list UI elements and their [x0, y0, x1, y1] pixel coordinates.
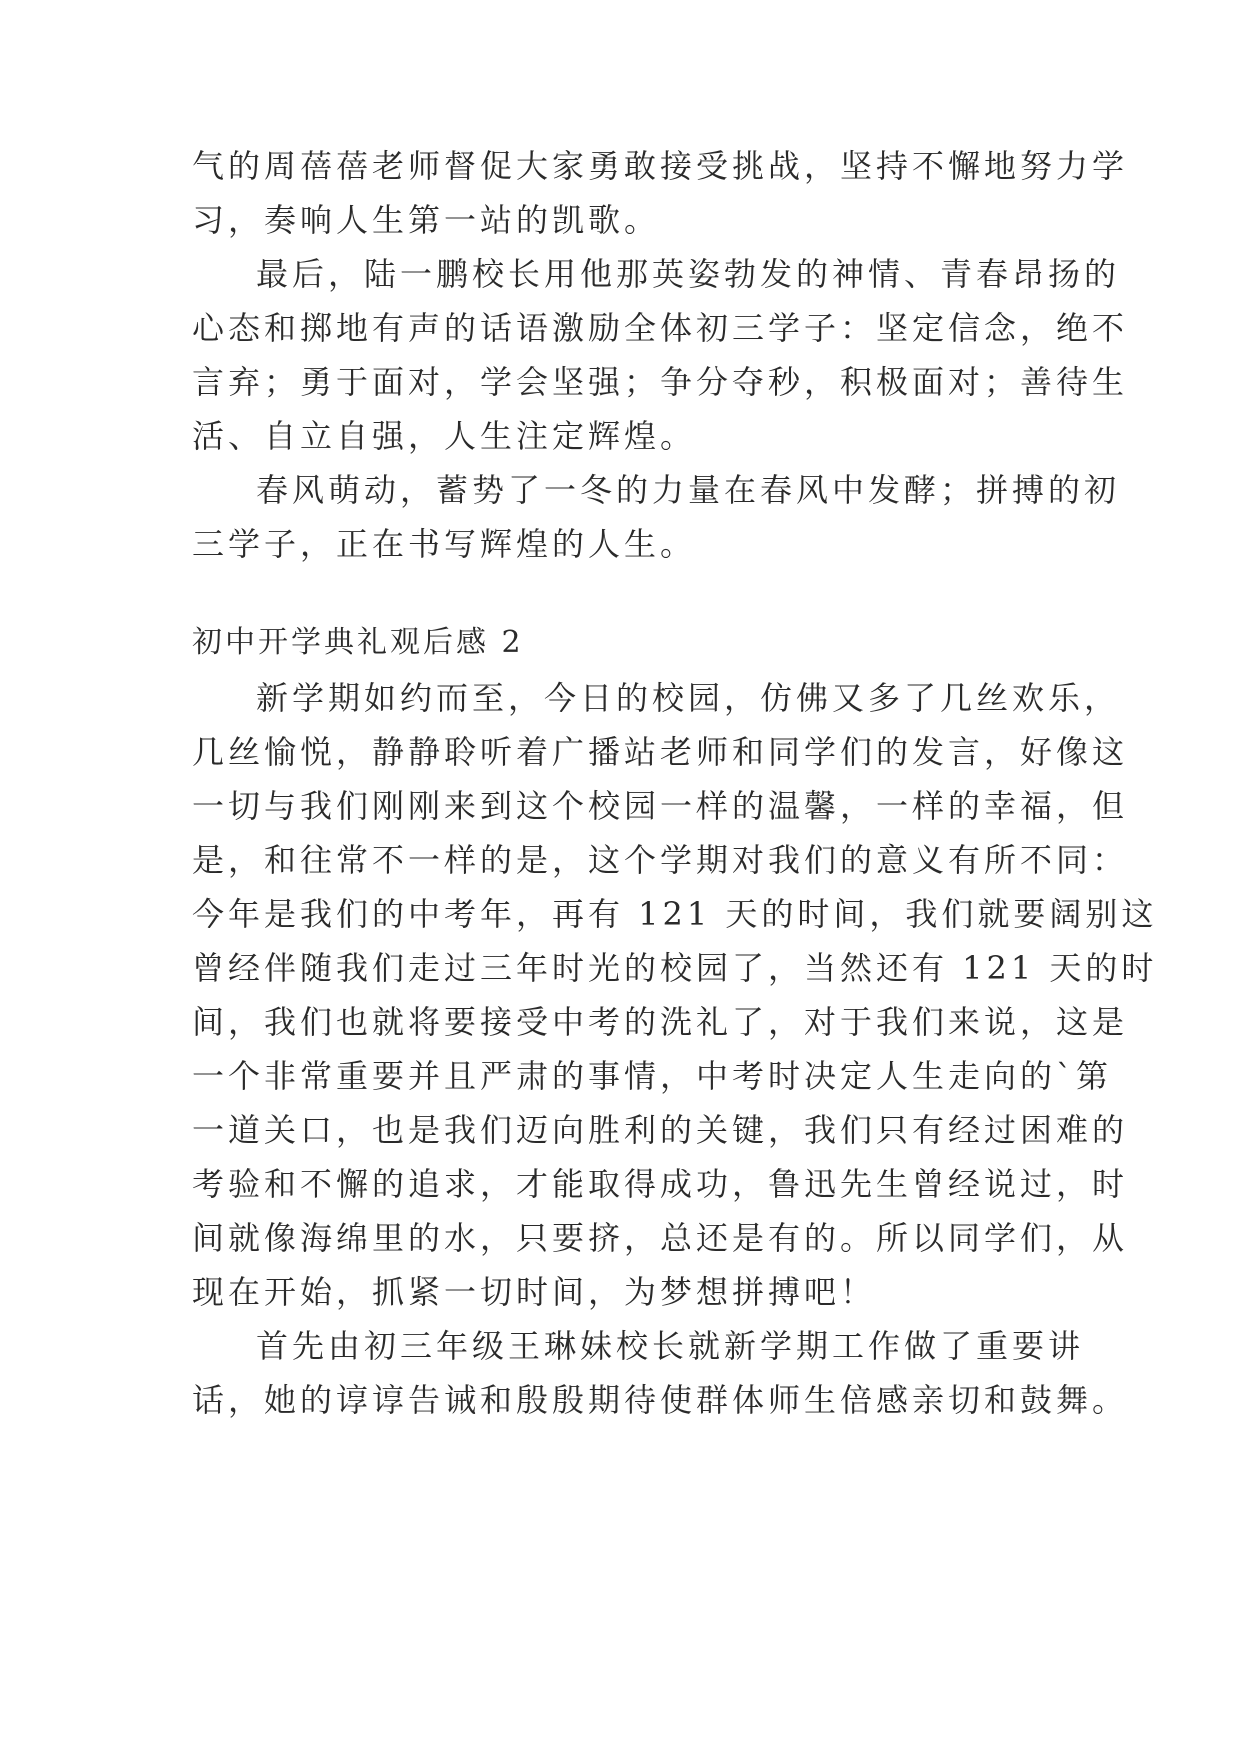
paragraph-line: 一个非常重要并且严肃的事情，中考时决定人生走向的`第 [192, 1057, 1113, 1095]
paragraph-line: 今年是我们的中考年，再有 121 天的时间，我们就要阔别这 [192, 895, 1158, 933]
paragraph-line: 气的周蓓蓓老师督促大家勇敢接受挑战，坚持不懈地努力学 [192, 147, 1129, 185]
paragraph-line: 最后，陆一鹏校长用他那英姿勃发的神情、青春昂扬的 [256, 255, 1121, 293]
paragraph-line: 新学期如约而至，今日的校园，仿佛又多了几丝欢乐， [256, 679, 1121, 717]
paragraph-line: 曾经伴随我们走过三年时光的校园了，当然还有 121 天的时 [192, 949, 1158, 987]
paragraph-line: 一道关口，也是我们迈向胜利的关键，我们只有经过困难的 [192, 1111, 1129, 1149]
paragraph-line: 间，我们也就将要接受中考的洗礼了，对于我们来说，这是 [192, 1003, 1129, 1041]
paragraph-line: 首先由初三年级王琳妹校长就新学期工作做了重要讲 [256, 1327, 1085, 1365]
paragraph-line: 几丝愉悦，静静聆听着广播站老师和同学们的发言，好像这 [192, 733, 1129, 771]
paragraph-line: 考验和不懈的追求，才能取得成功，鲁迅先生曾经说过，时 [192, 1165, 1129, 1203]
paragraph-line: 现在开始，抓紧一切时间，为梦想拼搏吧！ [192, 1273, 877, 1311]
section-heading: 初中开学典礼观后感 2 [192, 625, 524, 660]
paragraph-line: 言弃；勇于面对，学会坚强；争分夺秒，积极面对；善待生 [192, 363, 1129, 401]
paragraph-line: 一切与我们刚刚来到这个校园一样的温馨，一样的幸福，但 [192, 787, 1129, 825]
paragraph-line: 三学子，正在书写辉煌的人生。 [192, 525, 697, 563]
paragraph-line: 春风萌动，蓄势了一冬的力量在春风中发酵；拼搏的初 [256, 471, 1121, 509]
paragraph-line: 活、自立自强，人生注定辉煌。 [192, 417, 697, 455]
paragraph-line: 间就像海绵里的水，只要挤，总还是有的。所以同学们，从 [192, 1219, 1129, 1257]
paragraph-line: 话，她的谆谆告诫和殷殷期待使群体师生倍感亲切和鼓舞。 [192, 1381, 1129, 1419]
paragraph-line: 是，和往常不一样的是，这个学期对我们的意义有所不同： [192, 841, 1129, 879]
paragraph-line: 心态和掷地有声的话语激励全体初三学子：坚定信念，绝不 [192, 309, 1129, 347]
paragraph-line: 习，奏响人生第一站的凯歌。 [192, 201, 661, 239]
